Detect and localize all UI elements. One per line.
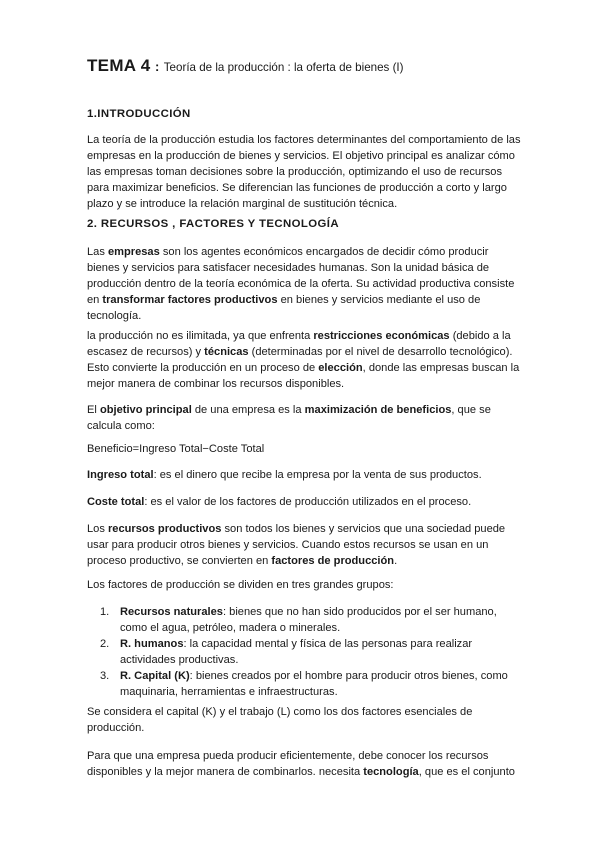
topic-subtitle: Teoría de la producción : la oferta de bienes (I) <box>163 61 404 74</box>
page-title <box>87 56 404 76</box>
title-colon: : <box>154 59 160 74</box>
factors-list <box>100 604 520 700</box>
paragraph-objetivo: El objetivo principal de una empresa es la maximización de beneficios, que se calcula como: <box>87 404 491 432</box>
formula-beneficio: Beneficio=Ingreso Total−Coste Total <box>87 443 265 455</box>
paragraph-restricciones: la producción no es ilimitada, ya que enfrenta restricciones económicas (debido a la escasez de recursos) y técnicas (determinadas por el nivel de desarrollo tecnológico). Esto convierte la producción en un proceso de elección, donde las empresas buscan la mejor manera de combinar los recursos disponibles. <box>87 330 520 390</box>
paragraph-grupos: Los factores de producción se dividen en tres grandes grupos: <box>87 579 394 591</box>
list-item: 3. R. Capital (K): bienes creados por el hombre para producir otros bienes, como maquinaria, herramientas e infraestructuras. <box>100 670 508 698</box>
paragraph-capital-trabajo: Se considera el capital (K) y el trabajo (L) como los dos factores esenciales de producción. <box>87 706 473 734</box>
intro-paragraph: La teoría de la producción estudia los factores determinantes del comportamiento de las empresas en la producción de bienes y servicios. El objetivo principal es analizar cómo las empresas toman decisiones sobre la producción, optimizando el uso de recursos para maximizar beneficios. Se diferencian las funciones de producción a corto y largo plazo y se introduce la relación marginal de sustitución técnica. <box>87 134 521 210</box>
paragraph-empresas: Las empresas son los agentes económicos encargados de decidir cómo producir bienes y servicios para satisfacer necesidades humanas. Son la unidad básica de producción dentro de la teoría económica de la oferta. Su actividad productiva consiste en transformar factores productivos en bienes y servicios mediante el uso de tecnología. <box>87 246 515 322</box>
definition-ingreso-total: Ingreso total: es el dinero que recibe la empresa por la venta de sus productos. <box>87 469 482 481</box>
paragraph-recursos-productivos: Los recursos productivos son todos los bienes y servicios que una sociedad puede usar para producir otros bienes y servicios. Cuando estos recursos se usan en un proceso productivo, se convierten en factores de producción. <box>87 523 506 567</box>
paragraph-tecnologia: Para que una empresa pueda producir eficientemente, debe conocer los recursos disponibles y la mejor manera de combinarlos. necesita tecnología, que es el conjunto <box>87 750 515 778</box>
section-heading-recursos: 2. RECURSOS , FACTORES Y TECNOLOGÍA <box>87 218 339 230</box>
topic-number: TEMA 4 <box>87 56 151 75</box>
section-heading-introduccion: 1.INTRODUCCIÓN <box>87 108 191 120</box>
list-item: 1. Recursos naturales: bienes que no han sido producidos por el ser humano, como el agua, petróleo, madera o minerales. <box>100 606 497 634</box>
definition-coste-total: Coste total: es el valor de los factores de producción utilizados en el proceso. <box>87 496 472 508</box>
list-item: 2. R. humanos: la capacidad mental y física de las personas para realizar actividades productivas. <box>100 638 473 666</box>
